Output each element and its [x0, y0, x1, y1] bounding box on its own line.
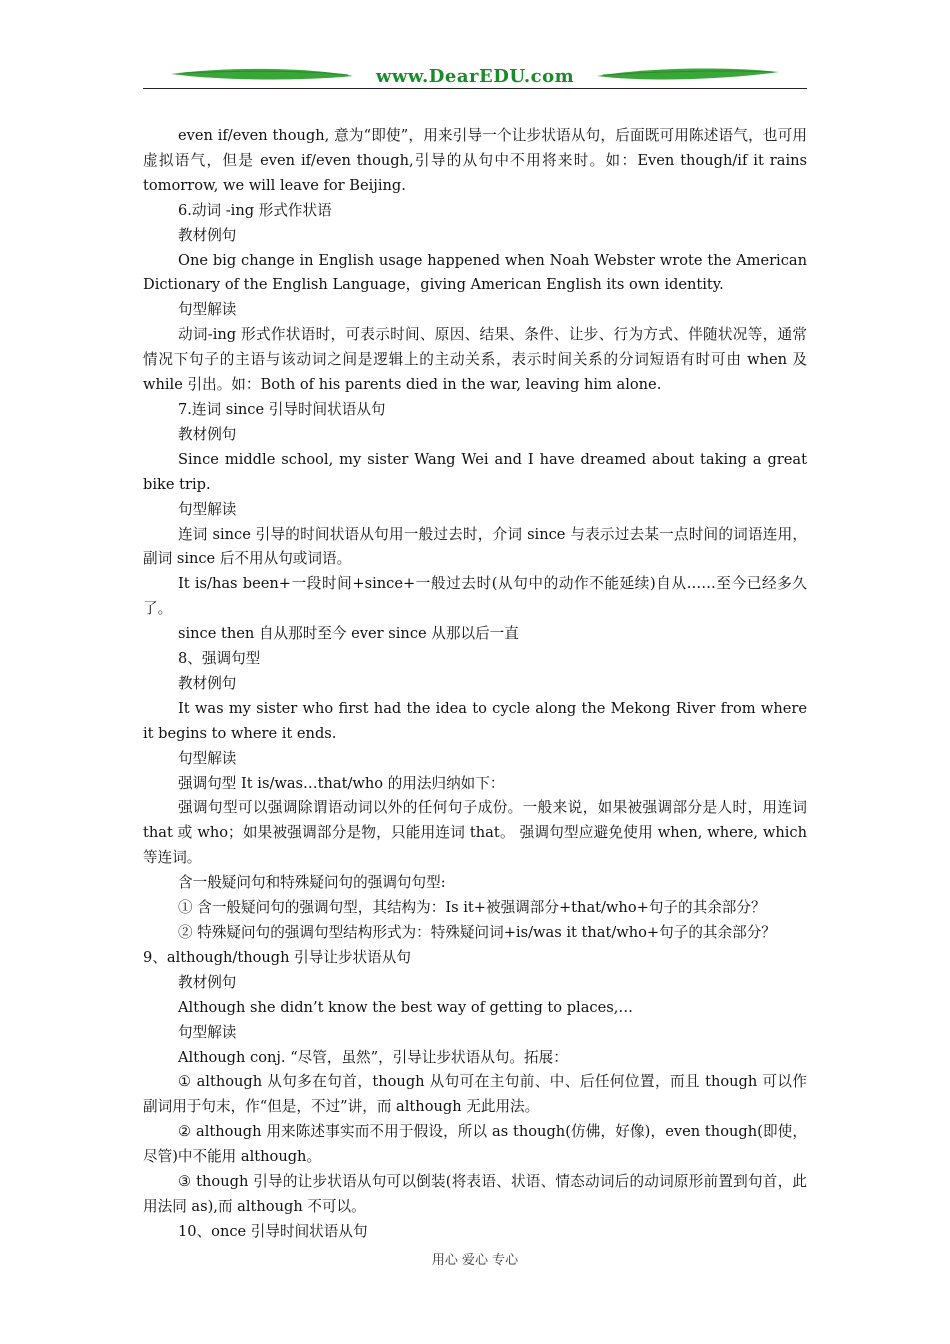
- list-item: ② 特殊疑问句的强调句型结构形式为：特殊疑问词+is/was it that/who+句子的其余部分？: [178, 924, 776, 941]
- section-heading: 9、although/though 引导让步状语从句: [143, 948, 411, 966]
- example-label: 教材例句: [178, 973, 237, 991]
- left-leaf-icon: [171, 69, 353, 80]
- example-label: 教材例句: [178, 674, 237, 692]
- example-sentence: One big change in English usage happened when Noah Webster wrote the American Dictionary of the English Language，giving American English its own identity.: [143, 251, 807, 294]
- explanation-label: 句型解读: [178, 1023, 237, 1041]
- example-sentence: Since middle school, my sister Wang Wei and I have dreamed about taking a great bike trip.: [143, 450, 807, 493]
- example-sentence: It was my sister who first had the idea to cycle along the Mekong River from where it begins to where it ends.: [143, 699, 807, 742]
- site-logo-text: www.DearEDU.com: [375, 66, 575, 87]
- header-rule: [143, 88, 807, 89]
- paragraph: even if/even though, 意为“即使”，用来引导一个让步状语从句，后面既可用陈述语气，也可用虚拟语气，但是 even if/even though,引导的从句中不用将来时。如：Even though/if it rains tomorrow, we will leave for Beijing.: [143, 127, 807, 194]
- paragraph: 连词 since 引导的时间状语从句用一般过去时，介词 since 与表示过去某一点时间的词语连用，副词 since 后不用从句或词语。: [143, 525, 807, 568]
- explanation-label: 句型解读: [178, 301, 237, 319]
- explanation-label: 句型解读: [178, 749, 237, 767]
- paragraph: It is/has been+一段时间+since+一般过去时(从句中的动作不能延续)自从……至今已经多久了。: [143, 575, 807, 618]
- paragraph: 含一般疑问句和特殊疑问句的强调句句型:: [178, 874, 446, 892]
- paragraph: Although conj. “尽管，虽然”，引导让步状语从句。拓展：: [178, 1048, 568, 1066]
- page-footer: 用心 爱心 专心: [431, 1253, 519, 1268]
- paragraph: 强调句型 It is/was…that/who 的用法归纳如下：: [178, 774, 505, 792]
- paragraph: 动词-ing 形式作状语时，可表示时间、原因、结果、条件、让步、行为方式、伴随状况等，通常情况下句子的主语与该动词之间是逻辑上的主动关系，表示时间关系的分词短语有时可由 when 及 while 引出。如：Both of his parents died in the war, leaving him alone.: [143, 326, 807, 394]
- example-label: 教材例句: [178, 226, 237, 244]
- explanation-label: 句型解读: [178, 500, 237, 518]
- example-sentence: Although she didn’t know the best way of getting to places,…: [178, 998, 633, 1016]
- section-heading: 6.动词 -ing 形式作状语: [178, 201, 332, 219]
- paragraph: since then 自从那时至今 ever since 从那以后一直: [178, 625, 519, 643]
- list-item: ① although 从句多在句首，though 从句可在主句前、中、后任何位置，而且 though 可以作副词用于句末，作“但是，不过”讲，而 although 无此用法。: [143, 1073, 807, 1116]
- example-label: 教材例句: [178, 425, 237, 443]
- page-header: [143, 60, 807, 92]
- document-body: [143, 124, 807, 1245]
- list-item: ③ though 引导的让步状语从句可以倒装(将表语、状语、情态动词后的动词原形前置到句首，此用法同 as),而 although 不可以。: [143, 1173, 807, 1215]
- list-item: ② although 用来陈述事实而不用于假设，所以 as though(仿佛，好像)，even though(即使，尽管)中不能用 although。: [143, 1123, 807, 1166]
- section-heading: 8、强调句型: [178, 650, 261, 668]
- section-heading: 10、once 引导时间状语从句: [178, 1222, 368, 1240]
- section-heading: 7.连词 since 引导时间状语从句: [178, 400, 386, 418]
- paragraph: 强调句型可以强调除谓语动词以外的任何句子成份。一般来说，如果被强调部分是人时，用连词 that 或 who；如果被强调部分是物，只能用连词 that。 强调句型应避免使用 when, where, which 等连词。: [143, 799, 807, 867]
- list-item: ① 含一般疑问句的强调句型，其结构为：Is it+被强调部分+that/who+句子的其余部分？: [178, 899, 766, 917]
